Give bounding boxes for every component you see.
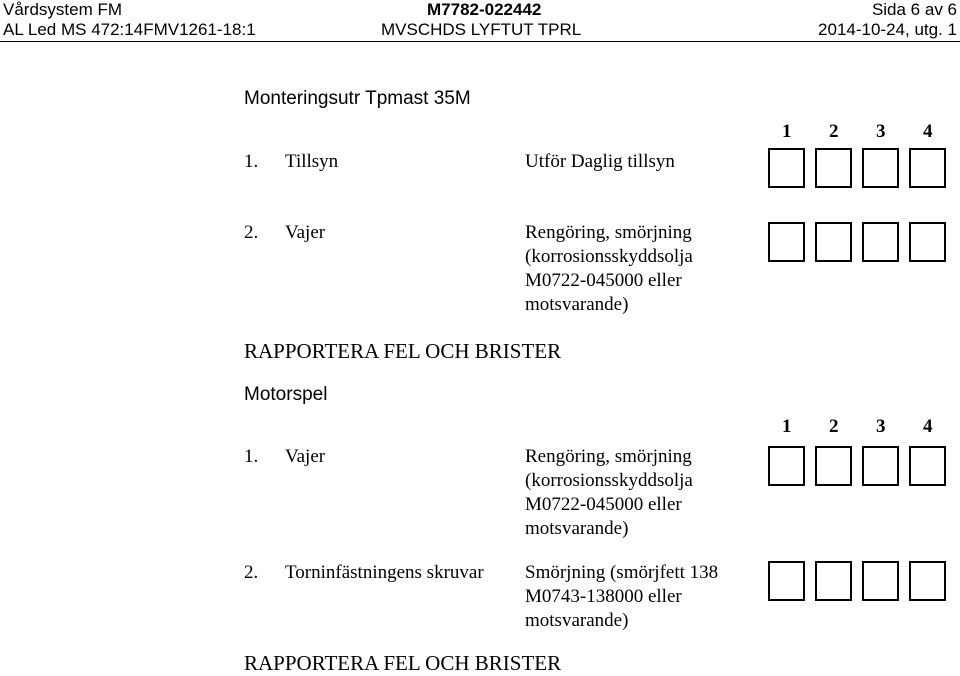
checkbox[interactable]	[768, 222, 805, 262]
checkbox[interactable]	[815, 446, 852, 486]
checkbox[interactable]	[768, 148, 805, 188]
checkbox[interactable]	[815, 561, 852, 601]
item-description: Utför Daglig tillsyn	[525, 151, 675, 172]
header-divider	[0, 41, 960, 42]
description-line: (korrosionsskyddsolja	[525, 246, 693, 267]
checkbox-row	[768, 222, 946, 262]
column-number: 4	[923, 416, 933, 437]
item-name: Vajer	[285, 446, 326, 467]
column-number: 4	[923, 121, 933, 142]
checkbox-row	[768, 446, 946, 486]
description-line: (korrosionsskyddsolja	[525, 470, 693, 491]
description-line: M0743-138000 eller	[525, 586, 682, 607]
checkbox[interactable]	[815, 148, 852, 188]
column-number: 3	[876, 121, 886, 142]
document-subject: MVSCHDS LYFTUT TPRL	[381, 20, 582, 39]
column-number: 3	[876, 416, 886, 437]
item-description	[525, 445, 693, 541]
checkbox[interactable]	[815, 222, 852, 262]
item-name: Vajer	[285, 222, 326, 243]
checkbox[interactable]	[768, 561, 805, 601]
column-numbers	[782, 416, 960, 438]
description-line: M0722-045000 eller	[525, 494, 682, 515]
document-id: M7782-022442	[427, 0, 542, 19]
checkbox[interactable]	[909, 148, 946, 188]
description-line: Smörjning (smörjfett 138	[525, 562, 719, 583]
item-number: 2.	[244, 562, 259, 583]
checkbox[interactable]	[862, 148, 899, 188]
checkbox-row	[768, 561, 946, 601]
item-number: 1.	[244, 151, 259, 172]
item-description	[525, 561, 718, 633]
checkbox[interactable]	[862, 561, 899, 601]
item-description	[525, 221, 693, 317]
description-line: Rengöring, smörjning	[525, 446, 692, 467]
column-numbers	[782, 121, 960, 143]
checkbox[interactable]	[909, 561, 946, 601]
checkbox[interactable]	[862, 446, 899, 486]
device-id: AL Led MS 472:14FMV1261-18:1	[3, 20, 256, 39]
column-number: 2	[829, 416, 839, 437]
section-title: Monteringsutr Tpmast 35M	[244, 88, 471, 109]
item-number: 1.	[244, 446, 259, 467]
section-title: Motorspel	[244, 384, 328, 405]
checkbox[interactable]	[909, 446, 946, 486]
system-name: Vårdsystem FM	[3, 0, 123, 19]
report-instruction: RAPPORTERA FEL OCH BRISTER	[244, 339, 562, 363]
checkbox[interactable]	[768, 446, 805, 486]
checkbox[interactable]	[909, 222, 946, 262]
description-line: motsvarande)	[525, 518, 629, 539]
item-name: Tillsyn	[285, 151, 339, 172]
item-name: Torninfästningens skruvar	[285, 562, 484, 583]
checkbox[interactable]	[862, 222, 899, 262]
column-number: 1	[782, 121, 792, 142]
column-number: 1	[782, 416, 792, 437]
checkbox-row	[768, 148, 946, 188]
report-instruction: RAPPORTERA FEL OCH BRISTER	[244, 651, 562, 675]
column-number: 2	[829, 121, 839, 142]
description-line: M0722-045000 eller	[525, 270, 682, 291]
description-line: motsvarande)	[525, 294, 629, 315]
description-line: motsvarande)	[525, 610, 629, 631]
description-line: Rengöring, smörjning	[525, 222, 692, 243]
document-date: 2014-10-24, utg. 1	[818, 20, 957, 39]
item-number: 2.	[244, 222, 259, 243]
page-indicator: Sida 6 av 6	[871, 0, 957, 19]
